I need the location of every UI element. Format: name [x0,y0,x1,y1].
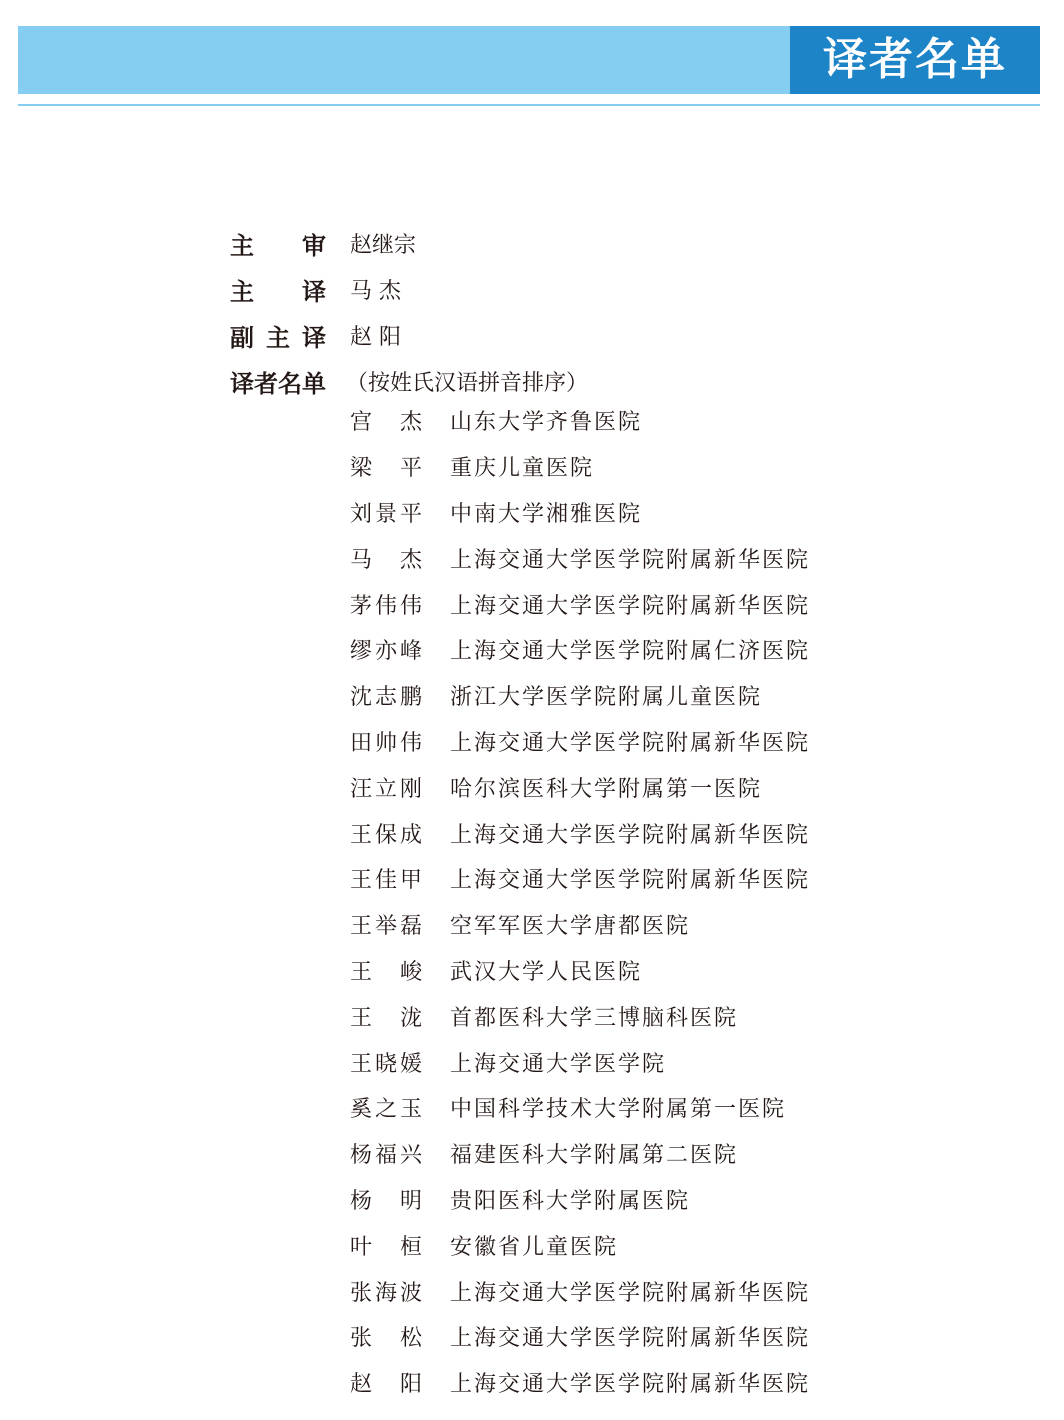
translator-name: 刘景平 [350,501,422,527]
translator-row [350,810,810,856]
role-row-chief-translator [230,266,588,312]
translator-name: 王保成 [350,822,422,848]
translator-affiliation: 中南大学湘雅医院 [450,501,643,527]
translator-name: 张海波 [350,1280,422,1306]
translator-name: 缪亦峰 [350,639,422,665]
translator-row [350,444,810,490]
role-row-chief-reviewer [230,220,588,266]
translator-row [350,1039,810,1085]
translator-row [350,764,810,810]
translator-name: 王佳甲 [350,868,422,894]
translator-affiliation: 上海交通大学医学院附属新华医院 [450,1280,811,1306]
translator-row [350,1222,810,1268]
translator-affiliation: 上海交通大学医学院附属新华医院 [450,822,811,848]
page-title: 译者名单 [823,34,1007,85]
translator-name: 王晓媛 [350,1051,422,1077]
translator-name: 梁平 [350,456,422,482]
role-value: 马 杰 [350,278,401,304]
role-note: （按姓氏汉语拼音排序） [346,370,589,396]
translator-name: 杨明 [350,1188,422,1214]
translator-affiliation: 上海交通大学医学院附属新华医院 [450,730,811,756]
role-value: 赵 阳 [350,324,401,350]
translator-affiliation: 福建医科大学附属第二医院 [450,1143,739,1169]
role-label: 主译 [230,277,326,306]
translator-name: 马杰 [350,547,422,573]
translator-name: 王泷 [350,1005,422,1031]
role-row-associate-translator [230,312,588,358]
translator-affiliation: 贵阳医科大学附属医院 [450,1188,691,1214]
translator-row [350,398,810,444]
roles-section [230,220,588,404]
translator-row [350,993,810,1039]
translator-affiliation: 上海交通大学医学院 [450,1051,667,1077]
role-label: 副主译 [230,323,326,352]
translator-affiliation: 武汉大学人民医院 [450,959,643,985]
header-band [18,26,790,94]
translator-affiliation: 重庆儿童医院 [450,456,595,482]
translator-row [350,719,810,765]
translator-affiliation: 上海交通大学医学院附属新华医院 [450,547,811,573]
translator-affiliation: 安徽省儿童医院 [450,1234,619,1260]
translator-row [350,1131,810,1177]
translator-affiliation: 上海交通大学医学院附属新华医院 [450,1326,811,1352]
translator-name: 王举磊 [350,914,422,940]
translator-name: 田帅伟 [350,730,422,756]
translator-row [350,1360,810,1406]
translator-affiliation: 上海交通大学医学院附属新华医院 [450,868,811,894]
role-label: 译者名单 [230,369,326,398]
translator-name: 杨福兴 [350,1143,422,1169]
translator-row [350,581,810,627]
translator-name: 汪立刚 [350,776,422,802]
translator-row [350,856,810,902]
translator-row [350,1314,810,1360]
translator-name: 奚之玉 [350,1097,422,1123]
translator-row [350,673,810,719]
translator-affiliation: 浙江大学医学院附属儿童医院 [450,685,763,711]
translator-affiliation: 山东大学齐鲁医院 [450,410,643,436]
translator-name: 张松 [350,1326,422,1352]
translator-name: 沈志鹏 [350,685,422,711]
translator-row [350,948,810,994]
translator-row [350,1085,810,1131]
translator-affiliation: 上海交通大学医学院附属新华医院 [450,1372,811,1398]
translator-row [350,1177,810,1223]
translator-affiliation: 中国科学技术大学附属第一医院 [450,1097,787,1123]
translator-name: 王峻 [350,959,422,985]
translator-name: 宫杰 [350,410,422,436]
header-title-box [790,26,1040,94]
translator-row [350,627,810,673]
translator-affiliation: 上海交通大学医学院附属新华医院 [450,593,811,619]
translator-affiliation: 空军军医大学唐都医院 [450,914,691,940]
translator-row [350,490,810,536]
translator-row [350,535,810,581]
role-label: 主审 [230,231,326,260]
translator-affiliation: 上海交通大学医学院附属仁济医院 [450,639,811,665]
translator-name: 叶桓 [350,1234,422,1260]
translator-row [350,1268,810,1314]
translator-affiliation: 哈尔滨医科大学附属第一医院 [450,776,763,802]
translator-affiliation: 首都医科大学三博脑科医院 [450,1005,739,1031]
translator-name: 赵阳 [350,1372,422,1398]
translator-name: 茅伟伟 [350,593,422,619]
translator-list [350,398,810,1406]
translator-row [350,902,810,948]
header-divider [18,104,1040,106]
role-value: 赵继宗 [350,232,417,258]
